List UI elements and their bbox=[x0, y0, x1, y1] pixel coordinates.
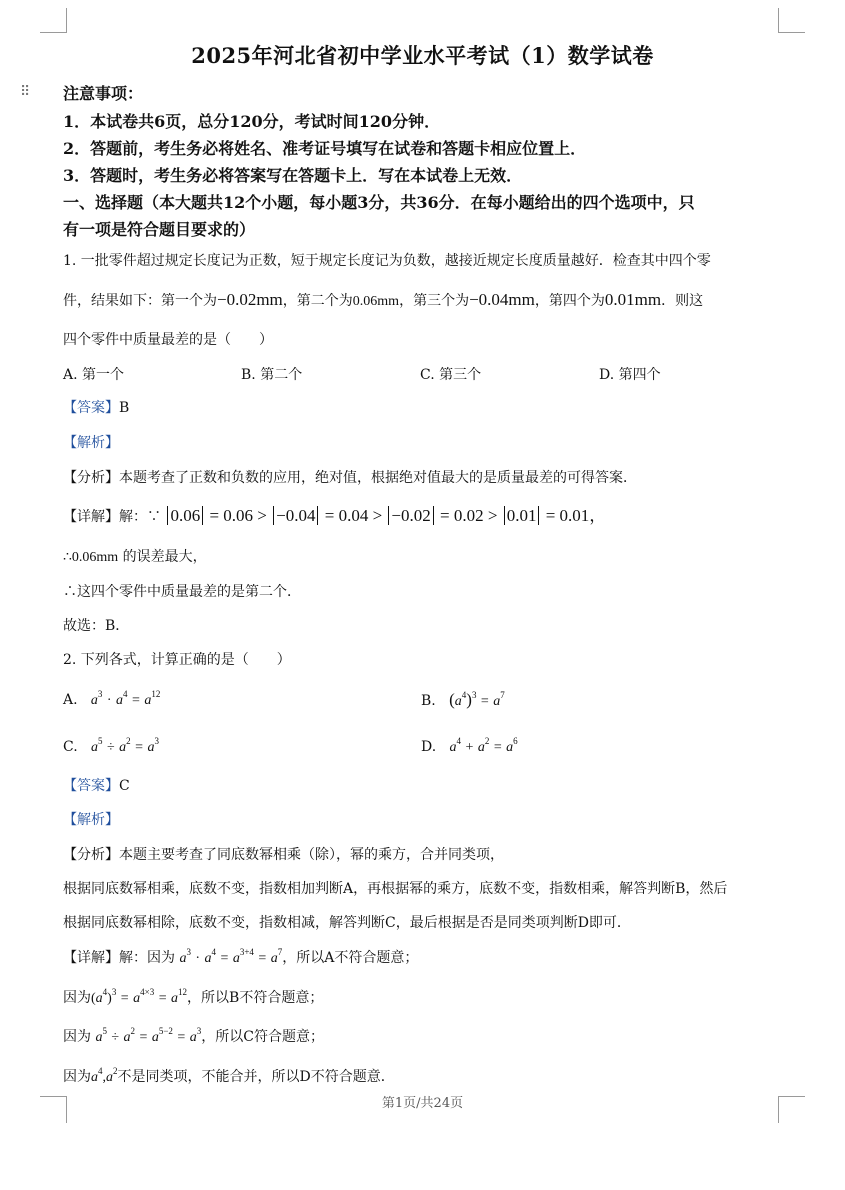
q1-option-c: C. 第三个 bbox=[420, 367, 482, 383]
text: 因为 bbox=[63, 1069, 91, 1085]
notice-heading: 注意事项： bbox=[63, 84, 144, 103]
abs-value: −0.02 bbox=[391, 506, 431, 525]
option-label: C. bbox=[63, 739, 78, 755]
drag-handle-icon[interactable]: ⠿ bbox=[20, 84, 30, 100]
answer-value: C bbox=[119, 778, 130, 794]
text: ，所以B不符合题意； bbox=[187, 990, 324, 1006]
therefore: ∴ bbox=[63, 549, 72, 565]
crop-mark-top-left bbox=[40, 8, 67, 33]
section-heading: 一、选择题（本大题共12个小题，每小题3分，共36分．在每小题给出的四个选项中，只 bbox=[63, 193, 695, 212]
text: ．则这 bbox=[661, 293, 704, 309]
text: 不是同类项，不能合并，所以D不符合题意． bbox=[117, 1069, 395, 1085]
q1-stem-line1: 1. 一批零件超过规定长度记为正数，短于规定长度记为负数，越接近规定长度质量越好．检查其中四个零 bbox=[63, 253, 711, 269]
q1-step bbox=[63, 547, 207, 568]
text: 件，结果如下：第一个为 bbox=[63, 293, 217, 309]
q2-option-b: B. $(a^4)^3 = a^7$ bbox=[421, 690, 505, 709]
answer-tag: 【答案】 bbox=[63, 778, 119, 794]
q1-answer bbox=[63, 398, 129, 418]
q2-detail-c: 因为 $a^5 \div a^2 = a^{5-2} = a^3$，所以C符合题意； bbox=[63, 1026, 324, 1045]
notice-item: 1．本试卷共6页，总分120分，考试时间120分钟． bbox=[63, 112, 441, 131]
equals: = 0.01， bbox=[545, 506, 607, 525]
option-label: D. bbox=[421, 739, 437, 755]
analysis-tag: 【分析】 bbox=[63, 847, 119, 863]
page-title: 2025年河北省初中学业水平考试（1）数学试卷 bbox=[191, 43, 654, 68]
q2-option-a: A. $a^3 \cdot a^4 = a^{12}$ bbox=[63, 689, 161, 708]
analysis-tag: 【分析】 bbox=[63, 470, 119, 486]
text: 解：因为 bbox=[119, 950, 175, 966]
q2-option-d: D. $a^4 + a^2 = a^6$ bbox=[421, 736, 518, 755]
q1-option-b: B. 第二个 bbox=[241, 367, 303, 383]
q2-option-c: C. $a^5 \div a^2 = a^3$ bbox=[63, 736, 159, 755]
value-3: −0.04mm bbox=[469, 290, 535, 309]
page-footer: 第1页/共24页 bbox=[381, 1096, 464, 1111]
q2-answer bbox=[63, 776, 130, 796]
text: 的误差最大， bbox=[118, 549, 207, 565]
text: 因为 bbox=[63, 990, 91, 1006]
q2-detail-b: 因为$(a^4)^3 = a^{4\times 3} = a^{12}$，所以B不符合题意； bbox=[63, 987, 324, 1006]
q1-option-a: A. 第一个 bbox=[63, 367, 125, 383]
q2-analysis-para: 根据同底数幂相乘，底数不变，指数相加判断A，再根据幂的乘方，底数不变，指数相乘，解答判断B，然后 bbox=[63, 881, 728, 897]
q2-analysis bbox=[63, 845, 504, 865]
abs-value: 0.01 bbox=[506, 506, 537, 525]
q1-stem-line2 bbox=[63, 290, 703, 312]
text: ，第四个为 bbox=[534, 293, 605, 309]
value-4: 0.01mm bbox=[604, 290, 662, 309]
text: ，所以A不符合题意； bbox=[282, 950, 419, 966]
text: 因为 bbox=[63, 1029, 91, 1045]
q1-jiexi-tag: 【解析】 bbox=[63, 435, 119, 451]
value-1: −0.02mm bbox=[217, 290, 283, 309]
q2-detail-a: 【详解】解：因为 $a^3 \cdot a^4 = a^{3+4} = a^7$，所以A不符合题意； bbox=[63, 947, 419, 966]
option-label: B. bbox=[421, 693, 436, 709]
abs-value: 0.06 bbox=[170, 506, 201, 525]
answer-value: B bbox=[119, 400, 130, 416]
q2-jiexi-tag: 【解析】 bbox=[63, 812, 119, 828]
analysis-text: 本题考查了正数和负数的应用，绝对值，根据绝对值最大的是质量最差的可得答案． bbox=[119, 470, 637, 486]
equals: = 0.04 > bbox=[324, 506, 383, 525]
q2-stem: 2. 下列各式，计算正确的是（ ） bbox=[63, 652, 291, 668]
q1-stem-line3: 四个零件中质量最差的是（ ） bbox=[63, 332, 273, 348]
option-label: A. bbox=[63, 692, 78, 708]
q2-detail-d: 因为$a^4,a^2$不是同类项，不能合并，所以D不符合题意． bbox=[63, 1066, 395, 1085]
text: ，第三个为 bbox=[399, 293, 470, 309]
text: ，第二个为 bbox=[282, 293, 353, 309]
q1-step: ∴这四个零件中质量最差的是第二个． bbox=[63, 584, 301, 600]
value-2: 0.06mm bbox=[352, 294, 400, 309]
section-heading-cont: 有一项是符合题目要求的） bbox=[63, 220, 256, 239]
detail-text: 解：∵ bbox=[119, 509, 161, 525]
analysis-text: 本题主要考查了同底数幂相乘（除），幂的乘方，合并同类项， bbox=[119, 847, 504, 863]
q1-step: 故选：B． bbox=[63, 618, 130, 634]
equals: = 0.02 > bbox=[440, 506, 498, 525]
abs-value: −0.04 bbox=[276, 506, 316, 525]
answer-tag: 【答案】 bbox=[63, 400, 119, 416]
q2-analysis-para: 根据同底数幂相除，底数不变，指数相减，解答判断C，最后根据是否是同类项判断D即可． bbox=[63, 915, 631, 931]
q1-option-d: D. 第四个 bbox=[599, 367, 661, 383]
detail-tag: 【详解】 bbox=[63, 950, 119, 966]
q1-analysis bbox=[63, 468, 637, 488]
notice-item: 2．答题前，考生务必将姓名、准考证号填写在试卷和答题卡相应位置上． bbox=[63, 139, 587, 158]
value: 0.06mm bbox=[71, 550, 119, 565]
q1-detail bbox=[63, 506, 606, 527]
detail-tag: 【详解】 bbox=[63, 509, 119, 525]
crop-mark-top-right bbox=[778, 8, 805, 33]
notice-item: 3．答题时，考生务必将答案写在答题卡上．写在本试卷上无效． bbox=[63, 166, 523, 185]
equals: = 0.06 > bbox=[209, 506, 267, 525]
text: ，所以C符合题意； bbox=[201, 1029, 324, 1045]
